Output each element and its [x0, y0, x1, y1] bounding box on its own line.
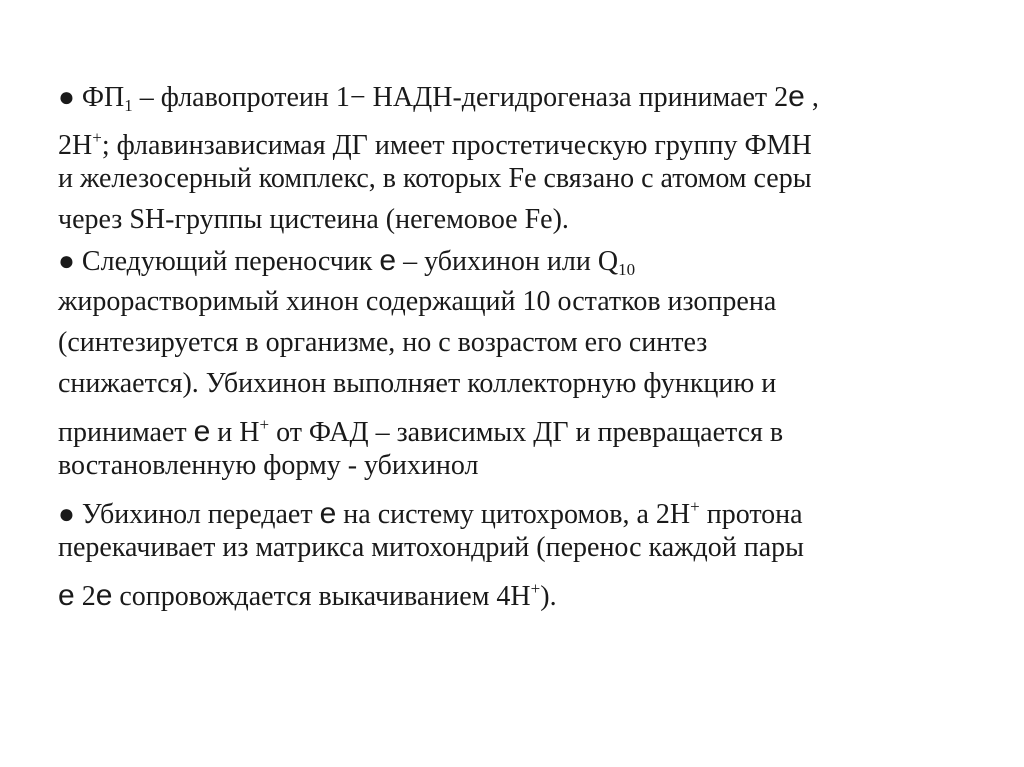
text-run: Убихинол передает: [74, 499, 320, 530]
superscript: +: [530, 579, 541, 598]
text-run: 2Н: [58, 130, 93, 161]
superscript: +: [259, 415, 270, 434]
para1-line2: [58, 117, 1008, 161]
superscript: +: [690, 497, 700, 516]
text-run: от ФАД – зависимых ДГ и превращается в: [269, 417, 784, 448]
text-run: ,: [804, 82, 819, 113]
para3-line2: перекачивает из матрикса митохондрий (перенос каждой пары: [58, 532, 804, 563]
para1-line4: через SH-группы цистеина (негемовое Fe).: [58, 204, 569, 235]
text-run: ).: [540, 581, 557, 612]
subscript: 10: [618, 260, 636, 279]
text-run: Следующий переносчик: [74, 246, 380, 277]
bullet-icon: ●: [58, 246, 75, 277]
para1-line1: [58, 76, 1008, 117]
bullet-icon: ●: [58, 82, 75, 113]
electron-symbol: е: [193, 415, 211, 448]
text-run: – убихинон или Q: [396, 246, 619, 277]
text-run: на систему цитохромов, а 2Н: [336, 499, 691, 530]
para3-line1: [58, 486, 1008, 530]
text-run: – флавопротеин 1− НАДН-дегидрогеназа принимает 2: [132, 82, 789, 113]
text-run: и Н: [210, 417, 260, 448]
para2-line2: жирорастворимый хинон содержащий 10 остатков изопрена: [58, 286, 777, 317]
text-run: 2: [74, 581, 96, 612]
electron-symbol: е: [319, 497, 337, 530]
slide-text-block: [58, 76, 1008, 612]
para2-line4: снижается). Убихинон выполняет коллекторную функцию и: [58, 368, 777, 399]
electron-symbol: е: [788, 80, 805, 113]
electron-symbol: е: [95, 579, 113, 612]
subscript: 1: [124, 96, 133, 115]
text-run: протона: [699, 499, 803, 530]
electron-symbol: е: [379, 244, 397, 277]
para2-line6: востановленную форму - убихинол: [58, 450, 479, 481]
para2-line5: [58, 404, 1008, 448]
text-run: ; флавинзависимая ДГ имеет простетическую группу ФМН: [101, 130, 812, 161]
para3-line3: [58, 568, 1008, 612]
bullet-icon: ●: [58, 499, 75, 530]
text-run: сопровождается выкачиванием 4Н: [112, 581, 531, 612]
superscript: +: [92, 128, 102, 147]
text-run: ФП: [74, 82, 125, 113]
electron-symbol: е: [58, 579, 75, 612]
para1-line3: и железосерный комплекс, в которых Fe связано с атомом серы: [58, 163, 812, 194]
para2-line3: (синтезируется в организме, но с возрастом его синтез: [58, 327, 708, 358]
text-run: принимает: [58, 417, 194, 448]
para2-line1: [58, 240, 1008, 281]
